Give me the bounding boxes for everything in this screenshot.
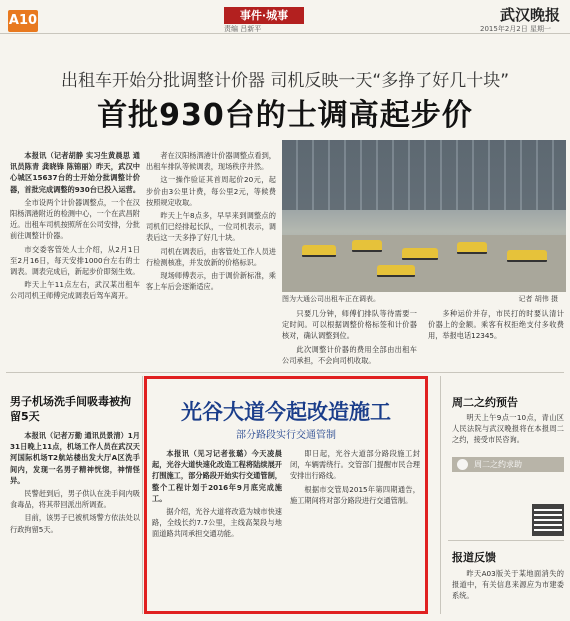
page-number-badge: A10 xyxy=(8,10,38,32)
editor-credit: 责编 吕新平 xyxy=(224,25,262,33)
paragraph: 明天上午9点一10点，青山区人民法院与武汉晚报将在本报周二之约，接受市民咨询。 xyxy=(452,413,564,445)
top-story-headline: 首批930台的士调高起步价 xyxy=(97,98,473,133)
paragraph: 此次调整计价器的费用全部由出租车公司承担，不会向司机收取。 xyxy=(282,344,417,365)
feedback-body xyxy=(452,568,564,614)
taxi-shape xyxy=(457,242,487,254)
photo-credit: 记者 胡伟 摄 xyxy=(518,295,558,303)
left-story-title: 男子机场洗手间吸毒被拘留5天 xyxy=(10,395,131,423)
horizontal-rule xyxy=(6,372,564,373)
paragraph: 目前，该男子已被机场警方依法处以行政拘留5天。 xyxy=(10,513,140,534)
feature-subtitle: 部分路段实行交通管制 xyxy=(236,430,336,441)
paragraph: 市交委客管处人士介绍，从2月1日至2月16日，每天安排1000台左右的士调表。调表完成后，新起步价即刻生效。 xyxy=(10,244,140,277)
photo-floor xyxy=(282,235,566,292)
vertical-rule xyxy=(142,376,143,614)
taxi-shape xyxy=(377,265,415,277)
issue-date: 2015年2月2日 星期一 xyxy=(480,25,551,33)
paragraph: 民警赶到后，男子供认在洗手间内吸食毒品，将其带回派出所调查。 xyxy=(10,489,140,510)
feature-title: 光谷大道今起改造施工 xyxy=(181,400,391,424)
paragraph: 昨天上午8点多，早早来到调整点的司机们已经排起长队，一位司机表示，调表后这一天多挣了好几十块。 xyxy=(146,211,276,243)
forum-banner-label: 周二之约求助 xyxy=(474,460,522,469)
feature-column-right xyxy=(290,448,420,608)
top-story-column-1 xyxy=(10,150,140,368)
paragraph: 司机在调表后，由客管处工作人员进行检测核准，并发放新的价格标识。 xyxy=(146,246,276,267)
top-story-column-4 xyxy=(428,308,564,370)
top-story-column-2 xyxy=(146,150,276,368)
taxi-shape xyxy=(507,250,547,262)
paragraph: 本报讯（见习记者张璐）今天凌晨起，光谷大道快速化改造工程将陆续展开打围施工，部分路段开始实行交通管制，整个工程计划于2016年9月底完成施工。 xyxy=(152,449,282,503)
phone-icon xyxy=(457,459,468,470)
vertical-rule xyxy=(440,376,441,614)
taxi-yard-photo xyxy=(282,140,566,292)
left-story-body xyxy=(10,430,140,616)
photo-roof xyxy=(282,140,566,210)
photo-caption xyxy=(282,294,566,304)
paragraph: 昨天上午11点左右，武汉某出租车公司司机王师傅完成调表后驾车离开。 xyxy=(10,280,140,301)
feedback-title: 报道反馈 xyxy=(452,551,496,564)
paragraph: 昨天A03版关于某地面消失的报道中，有关信息来源应为市建委系统。 xyxy=(452,569,564,601)
paragraph: 多种运价并存，市民打的时要认清计价器上的金额。乘客有权拒绝支付多收费用，举报电话12345。 xyxy=(428,309,564,341)
newspaper-logo: 武汉晚报 xyxy=(500,6,561,24)
paragraph: 本报讯（记者万勤 通讯员景清）1月31日晚上11点，机场工作人员在武汉天河国际机场T2航站楼出发大厅A区洗手间内，发现一名男子精神恍惚，神情怪异。 xyxy=(10,431,140,485)
paragraph: 即日起，光谷大道部分路段施工封闭，车辆需绕行。交管部门提醒市民合理安排出行路线。 xyxy=(290,449,420,481)
top-story-kicker: 出租车开始分批调整计价器 司机反映一天“多挣了好几十块” xyxy=(60,71,510,91)
paragraph: 现场师傅表示，由于调价新标准，乘客上车后会逐渐适应。 xyxy=(146,271,276,292)
forum-banner xyxy=(452,457,564,472)
paragraph: 根据市交管局2015年第四期通告，施工期间将对部分路段进行交通管制。 xyxy=(290,484,420,505)
paragraph: 据介绍，光谷大道将改造为城市快速路，全线长约7.7公里，主线高架段与地面道路共同承担交通功能。 xyxy=(152,507,282,539)
taxi-shape xyxy=(302,245,336,257)
paragraph: 本报讯（记者胡静 实习生黄晨思 通讯员陈青 龚晓锋 陈锦丽）昨天，武汉中心城区15637台的士开始分批调整计价器，首批完成调整的930台已投入运营。 xyxy=(10,151,140,194)
paragraph: 全市设两个计价器调整点，一个在汉阳杨泗港附近的检测中心，一个在武昌附近。出租车司机按照所在公司安排，分批前往调整计价器。 xyxy=(10,197,140,241)
caption-text: 图为大通公司出租车正在调表。 xyxy=(282,295,380,303)
taxi-shape xyxy=(402,248,438,260)
horizontal-rule xyxy=(448,540,564,541)
page-header xyxy=(0,0,570,34)
paragraph: 这一操作验证其首周起价20元，起步价由3公里计费，每公里2元，等候费按照规定收取。 xyxy=(146,175,276,207)
top-story-column-3 xyxy=(282,308,417,370)
weather-forum-body xyxy=(452,412,564,456)
weather-forum-title: 周二之约预告 xyxy=(452,396,518,409)
section-tag: 事件·城事 xyxy=(224,7,304,24)
paragraph: 只要几分钟，师傅们排队等待需要一定时间。可以根据调整价格标签和计价器核对，确认调整到位。 xyxy=(282,309,417,341)
taxi-shape xyxy=(352,240,382,252)
feature-column-left xyxy=(152,448,282,608)
paragraph: 者在汉阳杨泗港计价器调整点看到，出租车排队等候调表，现场秩序井然。 xyxy=(146,151,276,172)
qr-code-icon xyxy=(532,504,564,536)
